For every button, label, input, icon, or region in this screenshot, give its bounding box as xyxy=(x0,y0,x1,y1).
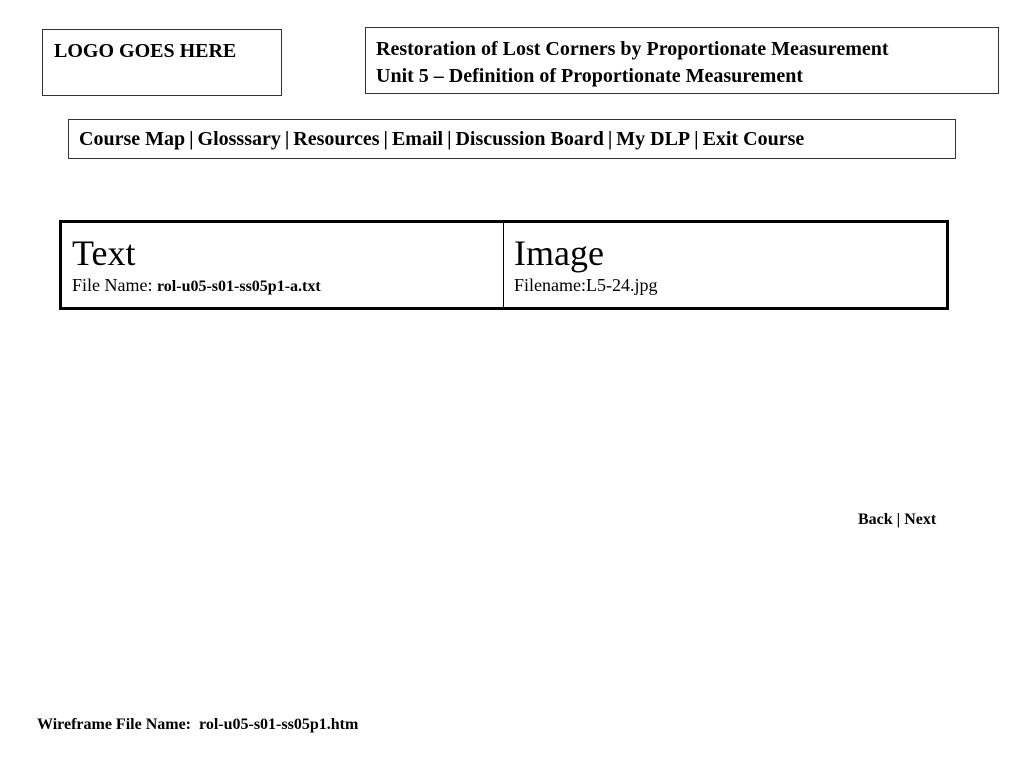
next-link[interactable]: Next xyxy=(904,511,937,528)
nav-separator: | xyxy=(383,128,388,150)
content-table xyxy=(59,220,949,310)
course-title: Restoration of Lost Corners by Proportionate Measurement xyxy=(376,38,889,60)
nav-my-dlp-link[interactable]: My DLP xyxy=(616,128,691,150)
text-cell xyxy=(62,223,504,307)
image-file-name: Filename:L5-24.jpg xyxy=(514,275,658,295)
text-file-label: File Name: xyxy=(72,275,157,295)
nav-course-map-link[interactable]: Course Map xyxy=(79,128,186,150)
back-link[interactable]: Back xyxy=(858,511,893,528)
nav-glossary-link[interactable]: Glosssary xyxy=(197,128,281,150)
pager-separator: | xyxy=(896,511,901,528)
text-file-name: rol-u05-s01-ss05p1-a.txt xyxy=(156,278,321,295)
course-header xyxy=(365,27,999,94)
nav-separator: | xyxy=(189,128,194,150)
nav-discussion-board-link[interactable]: Discussion Board xyxy=(455,128,604,150)
nav-separator: | xyxy=(284,128,290,150)
image-cell xyxy=(504,223,946,307)
nav-email-link[interactable]: Email xyxy=(391,128,444,150)
pager xyxy=(858,510,936,530)
nav-separator: | xyxy=(607,128,613,150)
nav-resources-link[interactable]: Resources xyxy=(293,128,380,150)
image-cell-heading: Image xyxy=(514,233,604,273)
logo-placeholder-text: LOGO GOES HERE xyxy=(54,40,237,62)
text-file-name-line xyxy=(72,273,503,299)
unit-title: Unit 5 – Definition of Proportionate Measurement xyxy=(376,65,803,87)
course-nav-bar xyxy=(68,119,956,159)
text-cell-heading: Text xyxy=(72,233,136,273)
nav-exit-course-link[interactable]: Exit Course xyxy=(702,128,805,150)
wireframe-file-name: Wireframe File Name: rol-u05-s01-ss05p1.htm xyxy=(37,716,359,733)
logo-placeholder xyxy=(42,29,282,96)
nav-separator: | xyxy=(447,128,452,150)
nav-separator: | xyxy=(694,128,699,150)
